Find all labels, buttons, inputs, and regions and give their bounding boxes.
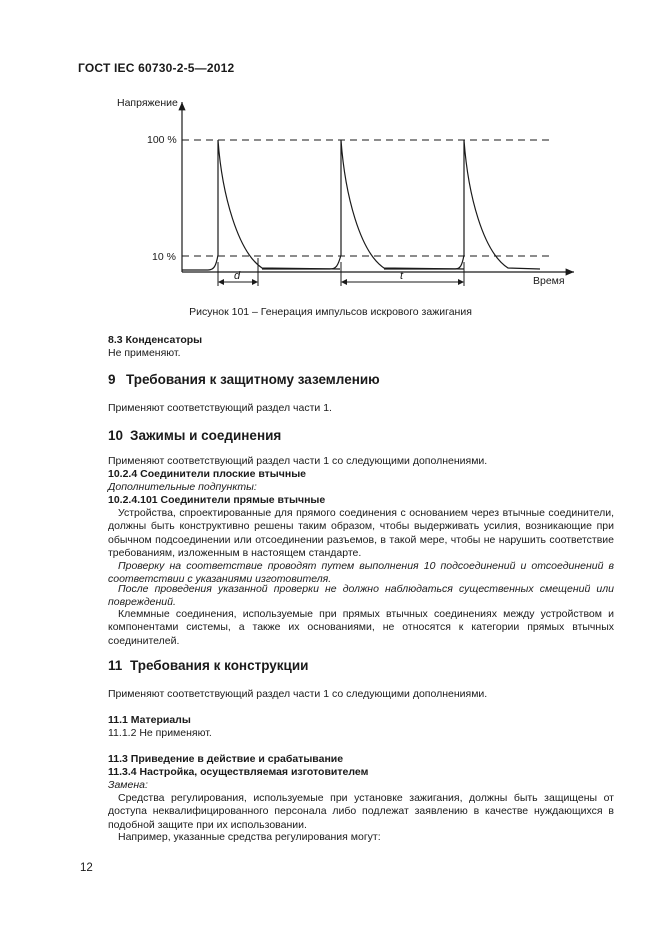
section-11-intro: Применяют соответствующий раздел части 1 со следующими дополнениями. — [108, 688, 488, 700]
section-11-title: Требования к конструкции — [130, 658, 309, 673]
section-9-number: 9 — [108, 372, 116, 387]
subsection-11-1-heading: 11.1 Материалы — [108, 714, 191, 726]
document-header: ГОСТ IEC 60730-2-5—2012 — [78, 61, 235, 75]
subsection-10-2-4-101-heading: 10.2.4.101 Соединители прямые втычные — [108, 494, 326, 506]
pulse-2 — [262, 140, 464, 269]
pulse-1 — [182, 140, 340, 270]
section-11-heading — [108, 659, 614, 672]
section-10-number: 10 — [108, 428, 124, 443]
d-right-arrow — [252, 279, 258, 285]
section-11-paragraph-2: Например, указанные средства регулирования могут: — [118, 831, 381, 843]
subsection-10-2-4-heading: 10.2.4 Соединители плоские втычные — [108, 468, 307, 480]
section-11-number: 11 — [108, 658, 123, 673]
additional-subclauses-label: Дополнительные подпункты: — [108, 481, 257, 493]
t-label: t — [400, 270, 404, 282]
t-right-arrow — [458, 279, 464, 285]
y-axis-label: Напряжение — [117, 97, 178, 109]
page-number: 12 — [80, 862, 93, 874]
section-9-text: Применяют соответствующий раздел части 1. — [108, 402, 332, 414]
subsection-11-3-4-heading: 11.3.4 Настройка, осуществляемая изготовителем — [108, 766, 369, 778]
subsection-11-3-heading: 11.3 Приведение в действие и срабатывание — [108, 753, 344, 765]
section-10-paragraph-2: Проверку на соответствие проводят путем выполнения 10 подсоединений и отсоединений в соответствии с указаниями изготовителя. — [108, 560, 614, 586]
section-10-paragraph-4: Клеммные соединения, используемые при прямых втычных соединениях между устройством и компонентами системы, а также их основаниями, не относятся к категории прямых втычных соединителей. — [108, 608, 614, 647]
d-label: d — [234, 270, 241, 282]
level-10-label: 10 % — [152, 251, 176, 263]
pulse-figure — [0, 0, 661, 300]
level-100-label: 100 % — [147, 134, 177, 146]
figure-caption: Рисунок 101 – Генерация импульсов искрового зажигания — [189, 306, 472, 318]
section-10-heading — [108, 429, 614, 442]
section-10-intro: Применяют соответствующий раздел части 1 со следующими дополнениями. — [108, 455, 488, 467]
pulse-3 — [384, 140, 540, 269]
t-left-arrow — [341, 279, 347, 285]
x-axis-label: Время — [533, 275, 565, 287]
section-10-paragraph-1: Устройства, спроектированные для прямого соединения с основанием через втычные соединители, должны быть конструктивно решены таким образом, чтобы выдерживать усилия, возникающие при обычном подсоединении или отсоединении разъемов, в такой мере, чтобы не нарушить соответствие требованиям, изложенным в настоящем стандарте. — [108, 507, 614, 560]
subsection-8-3-heading: 8.3 Конденсаторы — [108, 334, 203, 346]
section-10-paragraph-3: После проведения указанной проверки не должно наблюдаться существенных смещений или повреждений. — [108, 583, 614, 609]
section-10-title: Зажимы и соединения — [130, 428, 282, 443]
section-9-heading — [108, 373, 614, 386]
d-left-arrow — [218, 279, 224, 285]
replacement-label: Замена: — [108, 779, 148, 791]
section-11-paragraph-1: Средства регулирования, используемые при установке зажигания, должны быть защищены от доступа неквалифицированного персонала либо подлежат заявлению в качестве нуждающихся в подобной защите при их использовании. — [108, 792, 614, 831]
subsection-11-1-2-text: 11.1.2 Не применяют. — [108, 727, 212, 739]
section-9-title: Требования к защитному заземлению — [126, 372, 380, 387]
subsection-8-3-text: Не применяют. — [108, 347, 181, 359]
